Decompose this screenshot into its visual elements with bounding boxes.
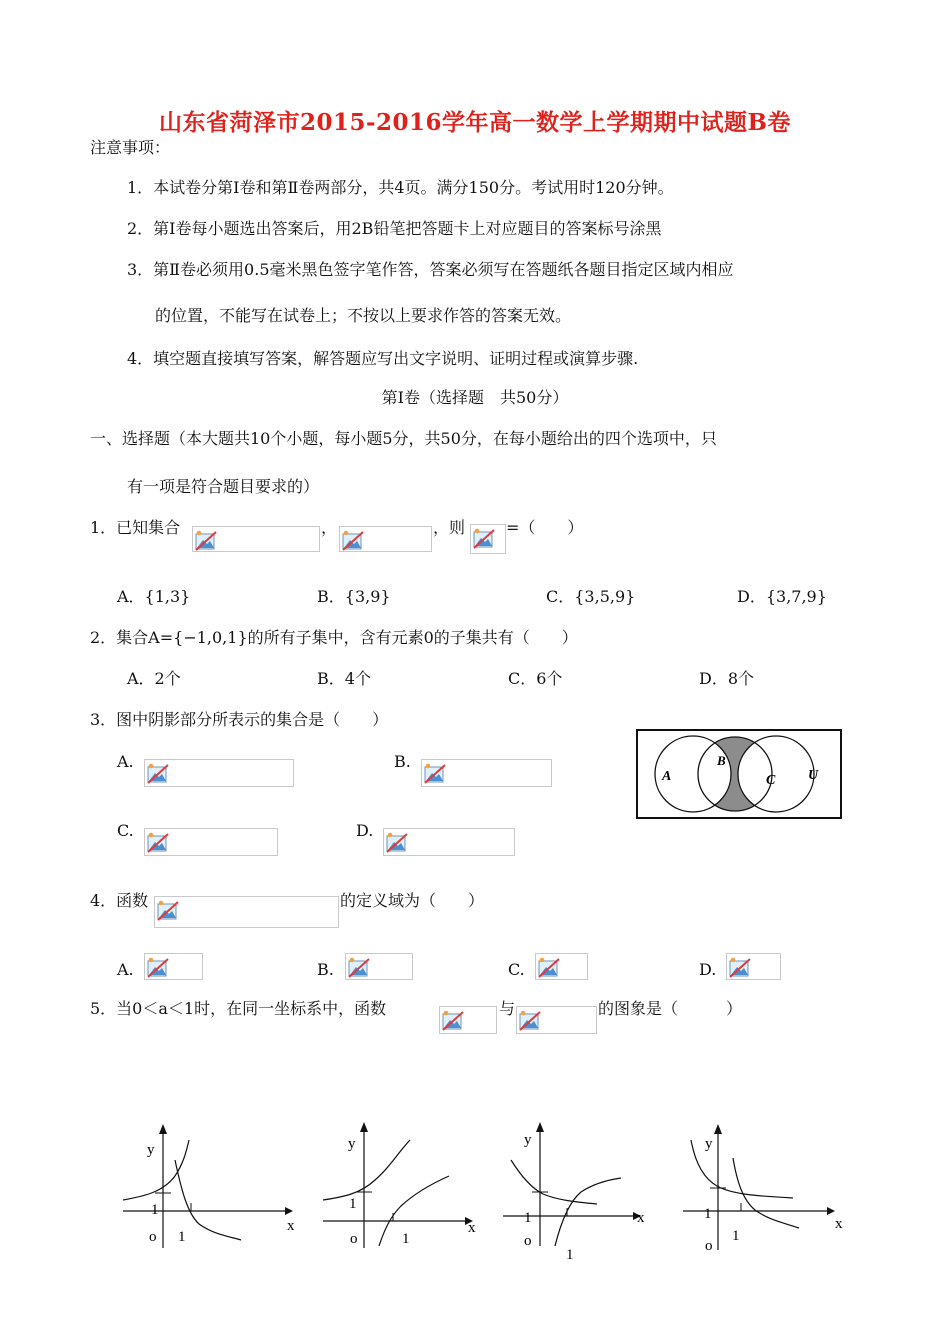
x-label: x	[468, 1220, 476, 1236]
x-axis-arrow-icon	[827, 1207, 835, 1215]
q4-option-c-label[interactable]: C.	[508, 960, 525, 979]
tick-one-x: 1	[566, 1247, 574, 1263]
curve-logarithmic	[555, 1178, 621, 1246]
x-label: x	[835, 1216, 843, 1232]
broken-image-icon	[538, 956, 560, 978]
page-title: 山东省菏泽市2015-2016学年高一数学上学期期中试题B卷	[158, 109, 791, 136]
q1-option-c[interactable]: C．{3,5,9}	[546, 587, 636, 606]
q4-option-a-image[interactable]	[144, 953, 203, 980]
q3-option-a-label[interactable]: A.	[117, 752, 134, 771]
curve-exponential	[323, 1140, 410, 1200]
q4-option-d-label[interactable]: D.	[699, 960, 717, 979]
broken-image-icon	[424, 762, 446, 784]
x-label: x	[287, 1218, 295, 1234]
q3-option-a-image[interactable]	[144, 759, 294, 787]
venn-label-u: U	[808, 768, 819, 783]
q3-option-d-image[interactable]	[383, 828, 515, 856]
q5-formula-image-1	[439, 1006, 497, 1034]
q2-option-a[interactable]: A．2个	[127, 669, 181, 688]
q1-formula-image-3	[470, 524, 506, 554]
curve-exponential	[511, 1160, 597, 1204]
section1-line2: 有一项是符合题目要求的）	[127, 477, 320, 496]
q3-stem: 3．图中阴影部分所表示的集合是（ ）	[90, 710, 389, 729]
q4-prefix: 4．函数	[90, 891, 149, 910]
q1-formula-image-1	[192, 526, 320, 552]
q1-sep1: ，	[321, 518, 338, 537]
tick-one-y: 1	[349, 1196, 357, 1212]
broken-image-icon	[519, 1009, 541, 1031]
q5-graph-b[interactable]	[315, 1118, 490, 1253]
curve-logarithmic	[175, 1160, 241, 1240]
broken-image-icon	[342, 529, 364, 551]
notice-2: 2．第Ⅰ卷每小题选出答案后，用2B铅笔把答题卡上对应题目的答案标号涂黑	[127, 219, 662, 238]
q5-mid: 与	[499, 999, 516, 1018]
broken-image-icon	[348, 956, 370, 978]
q5-formula-image-2	[516, 1006, 597, 1034]
notice-3: 3．第Ⅱ卷必须用0.5毫米黑色签字笔作答，答案必须写在答题纸各题目指定区域内相应	[127, 260, 734, 279]
curve-logarithmic	[733, 1158, 799, 1228]
curve-logarithmic	[379, 1176, 449, 1246]
tick-one-y: 1	[524, 1210, 532, 1226]
q1-option-d[interactable]: D．{3,7,9}	[737, 587, 827, 606]
broken-image-icon	[473, 527, 495, 549]
q4-suffix: 的定义域为（ ）	[340, 891, 485, 910]
origin-label: o	[705, 1238, 713, 1254]
section1-line1: 一、选择题（本大题共10个小题，每小题5分，共50分，在每小题给出的四个选项中，只	[90, 429, 717, 448]
q4-option-a-label[interactable]: A.	[117, 960, 134, 979]
venn-label-a: A	[662, 769, 672, 784]
origin-label: o	[149, 1229, 157, 1245]
venn-label-c: C	[766, 773, 776, 788]
y-label: y	[524, 1132, 532, 1148]
q1-option-a[interactable]: A．{1,3}	[117, 587, 191, 606]
q2-stem: 2．集合A={−1,0,1}的所有子集中，含有元素0的子集共有（ ）	[90, 628, 578, 647]
origin-label: o	[524, 1233, 532, 1249]
venn-svg	[638, 731, 840, 817]
venn-label-b: B	[717, 753, 726, 768]
q3-option-c-image[interactable]	[144, 828, 278, 856]
tick-one-x: 1	[732, 1228, 740, 1244]
y-label: y	[147, 1142, 155, 1158]
x-label: x	[637, 1210, 645, 1226]
q2-option-b[interactable]: B．4个	[317, 669, 371, 688]
curve-exponential	[123, 1140, 189, 1200]
venn-diagram	[636, 729, 842, 819]
q5-prefix: 5．当0＜a＜1时，在同一坐标系中，函数	[90, 999, 387, 1018]
q4-option-b-image[interactable]	[345, 953, 413, 980]
q1-prefix: 1．已知集合	[90, 518, 181, 537]
q5-graph-c[interactable]	[495, 1118, 655, 1263]
notice-4: 4．填空题直接填写答案，解答题应写出文字说明、证明过程或演算步骤.	[127, 349, 639, 368]
q1-formula-image-2	[339, 526, 432, 552]
q3-option-b-image[interactable]	[421, 759, 552, 787]
tick-one-x: 1	[178, 1229, 186, 1245]
q4-option-b-label[interactable]: B.	[317, 960, 334, 979]
notice-1: 1．本试卷分第Ⅰ卷和第Ⅱ卷两部分，共4页。满分150分。考试用时120分钟。	[127, 178, 674, 197]
notice-3-cont: 的位置，不能写在试卷上；不按以上要求作答的答案无效。	[155, 306, 572, 325]
broken-image-icon	[147, 831, 169, 853]
notice-heading: 注意事项：	[90, 138, 171, 157]
y-axis-arrow-icon	[159, 1124, 167, 1134]
broken-image-icon	[157, 899, 179, 921]
broken-image-icon	[195, 529, 217, 551]
q1-sep2: ，则	[433, 518, 466, 537]
y-axis-arrow-icon	[360, 1122, 368, 1132]
tick-one-y: 1	[704, 1206, 712, 1222]
q3-option-d-label[interactable]: D.	[356, 821, 374, 840]
q4-option-c-image[interactable]	[535, 953, 588, 980]
q3-option-c-label[interactable]: C.	[117, 821, 134, 840]
part1-heading: 第Ⅰ卷（选择题 共50分）	[381, 388, 569, 407]
q2-option-d[interactable]: D．8个	[699, 669, 755, 688]
q1-suffix: =（ ）	[506, 518, 584, 537]
broken-image-icon	[386, 831, 408, 853]
broken-image-icon	[729, 956, 751, 978]
q5-graph-a[interactable]	[115, 1118, 310, 1253]
y-axis-arrow-icon	[536, 1122, 544, 1132]
y-label: y	[348, 1136, 356, 1152]
q4-formula-image	[154, 896, 339, 928]
origin-label: o	[350, 1231, 358, 1247]
q1-option-b[interactable]: B．{3,9}	[317, 587, 391, 606]
y-label: y	[705, 1136, 713, 1152]
q2-option-c[interactable]: C．6个	[508, 669, 563, 688]
broken-image-icon	[147, 956, 169, 978]
q5-graph-d[interactable]	[675, 1118, 850, 1258]
q3-option-b-label[interactable]: B.	[394, 752, 411, 771]
tick-one-x: 1	[402, 1231, 410, 1247]
tick-one-y: 1	[151, 1202, 159, 1218]
broken-image-icon	[147, 762, 169, 784]
q5-suffix: 的图象是（ ）	[598, 999, 743, 1018]
y-axis-arrow-icon	[714, 1124, 722, 1134]
broken-image-icon	[442, 1009, 464, 1031]
q4-option-d-image[interactable]	[726, 953, 781, 980]
x-axis-arrow-icon	[285, 1207, 293, 1215]
